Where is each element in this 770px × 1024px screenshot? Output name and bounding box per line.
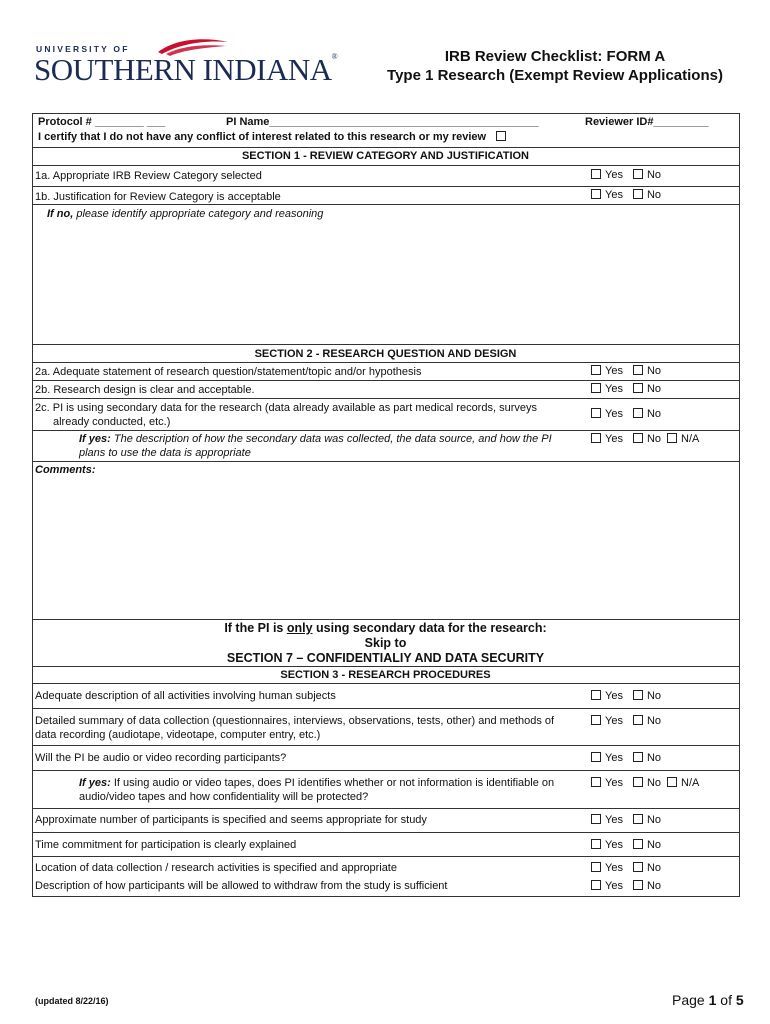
- divider: [32, 380, 739, 381]
- form-title: IRB Review Checklist: FORM A: [444, 48, 666, 65]
- item-1b-no-checkbox[interactable]: [633, 189, 643, 199]
- item-2c-if-yes-na-checkbox[interactable]: [667, 433, 677, 443]
- section3-q1-options: Yes No: [591, 690, 661, 702]
- divider: [32, 362, 739, 363]
- item-1a-options: Yes No: [591, 169, 661, 181]
- divider: [32, 147, 739, 148]
- item-2c-if-yes-line1: If yes: The description of how the secondary data was collected, the data source, and how the PI: [79, 433, 552, 445]
- divider: [32, 344, 739, 345]
- frame-bottom: [32, 896, 740, 897]
- divider: [32, 770, 739, 771]
- divider: [32, 430, 739, 431]
- protocol-field[interactable]: Protocol # ________ ___: [38, 116, 166, 128]
- divider: [32, 165, 739, 166]
- section2-comments-label: Comments:: [35, 464, 96, 476]
- divider: [32, 461, 739, 462]
- item-2c-if-yes-yes-checkbox[interactable]: [591, 433, 601, 443]
- divider: [32, 832, 739, 833]
- page-number: Page 1 of 5: [672, 992, 744, 1008]
- item-2c-no-checkbox[interactable]: [633, 408, 643, 418]
- item-2c-label-line2: already conducted, etc.): [53, 416, 171, 428]
- logo-southern-indiana: SOUTHERN INDIANA®: [34, 52, 338, 87]
- section3-q2-options: Yes No: [591, 715, 661, 727]
- section3-q6-no-checkbox[interactable]: [633, 839, 643, 849]
- pi-name-field[interactable]: PI Name____________________________________________: [226, 116, 539, 128]
- section3-q7-label: Location of data collection / research activities is specified and appropriate: [35, 862, 397, 874]
- item-2b-yes-checkbox[interactable]: [591, 383, 601, 393]
- section2-comments-area[interactable]: [33, 478, 738, 616]
- section3-q3-yes-checkbox[interactable]: [591, 752, 601, 762]
- section3-q7-no-checkbox[interactable]: [633, 862, 643, 872]
- section3-q4-yes-checkbox[interactable]: [591, 777, 601, 787]
- divider: [32, 398, 739, 399]
- section3-q3-label: Will the PI be audio or video recording participants?: [35, 752, 287, 764]
- item-2b-no-checkbox[interactable]: [633, 383, 643, 393]
- divider: [32, 745, 739, 746]
- section3-q8-options: Yes No: [591, 880, 661, 892]
- item-2a-label: 2a. Adequate statement of research question/statement/topic and/or hypothesis: [35, 366, 422, 378]
- section3-q4-na-checkbox[interactable]: [667, 777, 677, 787]
- skip-instruction-line2: Skip to: [364, 636, 407, 650]
- divider: [32, 856, 739, 857]
- section3-q2-yes-checkbox[interactable]: [591, 715, 601, 725]
- section1-if-no-prompt: If no, please identify appropriate category and reasoning: [47, 208, 324, 220]
- section3-q8-yes-checkbox[interactable]: [591, 880, 601, 890]
- section3-q5-yes-checkbox[interactable]: [591, 814, 601, 824]
- frame-top: [32, 113, 739, 114]
- frame-right: [739, 113, 740, 896]
- section3-q2-label-line2: data recording (audiotape, videotape, computer entry, etc.): [35, 729, 321, 741]
- divider: [32, 204, 739, 205]
- item-2a-yes-checkbox[interactable]: [591, 365, 601, 375]
- item-1b-yes-checkbox[interactable]: [591, 189, 601, 199]
- section1-reasoning-area[interactable]: [33, 222, 738, 342]
- section3-q4-label-line2: audio/video tapes and how confidentiality will be protected?: [79, 791, 369, 803]
- section3-q5-label: Approximate number of participants is specified and seems appropriate for study: [35, 814, 427, 826]
- item-1a-label: 1a. Appropriate IRB Review Category selected: [35, 170, 262, 182]
- divider: [32, 666, 739, 667]
- item-2a-options: Yes No: [591, 365, 661, 377]
- divider: [32, 708, 739, 709]
- section2-heading: SECTION 2 - RESEARCH QUESTION AND DESIGN: [254, 348, 517, 360]
- item-2a-no-checkbox[interactable]: [633, 365, 643, 375]
- section3-q2-no-checkbox[interactable]: [633, 715, 643, 725]
- divider: [32, 683, 739, 684]
- certify-statement: I certify that I do not have any conflict of interest related to this research or my review: [38, 131, 510, 143]
- section3-q7-yes-checkbox[interactable]: [591, 862, 601, 872]
- item-2c-if-yes-no-checkbox[interactable]: [633, 433, 643, 443]
- section1-heading: SECTION 1 - REVIEW CATEGORY AND JUSTIFICATION: [241, 150, 530, 162]
- university-logo: [34, 36, 338, 88]
- item-1a-yes-checkbox[interactable]: [591, 169, 601, 179]
- certify-checkbox[interactable]: [496, 131, 506, 141]
- section3-q8-no-checkbox[interactable]: [633, 880, 643, 890]
- section3-q4-options: Yes No N/A: [591, 777, 699, 789]
- section3-heading: SECTION 3 - RESEARCH PROCEDURES: [280, 669, 491, 681]
- reviewer-id-field[interactable]: Reviewer ID#_________: [585, 116, 709, 128]
- divider: [32, 619, 739, 620]
- item-1b-label: 1b. Justification for Review Category is acceptable: [35, 191, 281, 203]
- section3-q1-label: Adequate description of all activities involving human subjects: [35, 690, 336, 702]
- section3-q6-yes-checkbox[interactable]: [591, 839, 601, 849]
- section3-q8-label: Description of how participants will be allowed to withdraw from the study is sufficient: [35, 880, 448, 892]
- section3-q4-label-line1: If yes: If using audio or video tapes, does PI identifies whether or not information is identifiable on: [79, 777, 555, 789]
- item-1a-no-checkbox[interactable]: [633, 169, 643, 179]
- skip-instruction-line1: If the PI is only using secondary data for the research:: [224, 621, 547, 635]
- section3-q1-yes-checkbox[interactable]: [591, 690, 601, 700]
- section3-q1-no-checkbox[interactable]: [633, 690, 643, 700]
- section3-q7-options: Yes No: [591, 862, 661, 874]
- form-subtitle: Type 1 Research (Exempt Review Applications): [387, 67, 723, 84]
- item-2c-if-yes-options: Yes No N/A: [591, 433, 699, 445]
- item-2c-label-line1: 2c. PI is using secondary data for the research (data already available as part medical records, surveys: [35, 402, 537, 414]
- item-1b-options: Yes No: [591, 189, 661, 201]
- section3-q5-no-checkbox[interactable]: [633, 814, 643, 824]
- section3-q6-options: Yes No: [591, 839, 661, 851]
- item-2c-if-yes-line2: plans to use the data is appropriate: [79, 447, 251, 459]
- section3-q2-label-line1: Detailed summary of data collection (questionnaires, interviews, observations, tests, other) and methods of: [35, 715, 555, 727]
- section3-q3-options: Yes No: [591, 752, 661, 764]
- item-2b-options: Yes No: [591, 383, 661, 395]
- section3-q3-no-checkbox[interactable]: [633, 752, 643, 762]
- item-2b-label: 2b. Research design is clear and acceptable.: [35, 384, 255, 396]
- skip-instruction-line3[interactable]: SECTION 7 – CONFIDENTIALIY AND DATA SECURITY: [226, 651, 545, 665]
- divider: [32, 808, 739, 809]
- item-2c-options: Yes No: [591, 408, 661, 420]
- divider: [32, 186, 739, 187]
- item-2c-yes-checkbox[interactable]: [591, 408, 601, 418]
- logo-university-of: UNIVERSITY OF: [36, 44, 130, 54]
- section3-q4-no-checkbox[interactable]: [633, 777, 643, 787]
- updated-date: (updated 8/22/16): [35, 996, 109, 1006]
- section3-q6-label: Time commitment for participation is clearly explained: [35, 839, 297, 851]
- section3-q5-options: Yes No: [591, 814, 661, 826]
